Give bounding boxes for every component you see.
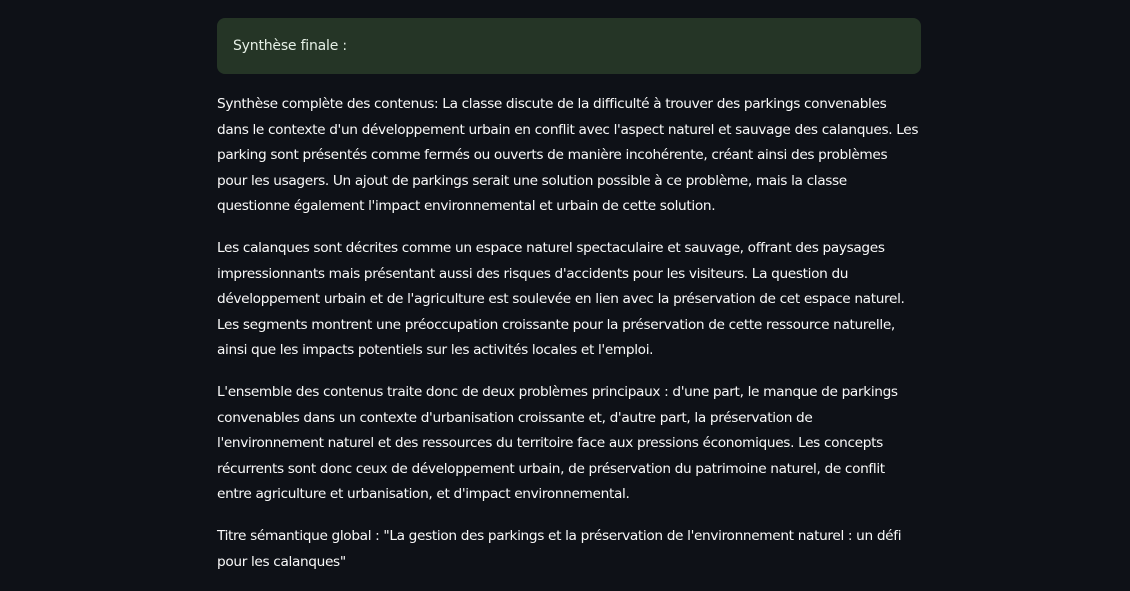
paragraph-summary: Synthèse complète des contenus: La classe discute de la difficulté à trouver des parkings convenables dans le contexte d'un développement urbain en conflit avec l'aspect naturel et sauvage des calanques. Les parking sont présentés comme fermés ou ouverts de manière incohérente, créant ainsi des problèmes pour les usagers. Un ajout de parkings serait une solution possible à ce problème, mais la classe questionne également l'impact environnemental et urbain de cette solution.	[217, 96, 919, 215]
main-content	[217, 18, 921, 591]
paragraph-conclusion: L'ensemble des contenus traite donc de deux problèmes principaux : d'une part, le manque de parkings convenables dans un contexte d'urbanisation croissante et, d'autre part, la préservation de l'environnement naturel et des ressources du territoire face aux pressions économiques. Les concepts récurrents sont donc ceux de développement urbain, de préservation du patrimoine naturel, de conflit entre agriculture et urbanisation, et d'impact environnemental.	[217, 383, 898, 503]
success-alert	[217, 18, 921, 74]
paragraph-semantic-title: Titre sémantique global : "La gestion des parkings et la préservation de l'environnement naturel : un défi pour les calanques"	[217, 527, 902, 570]
synthesis-text	[217, 92, 921, 575]
alert-title: Synthèse finale :	[233, 38, 347, 54]
paragraph-calanques: Les calanques sont décrites comme un espace naturel spectaculaire et sauvage, offrant des paysages impressionnants mais présentant aussi des risques d'accidents pour les visiteurs. La question du développement urbain et de l'agriculture est soulevée en lien avec la préservation de cet espace naturel. Les segments montrent une préoccupation croissante pour la préservation de cette ressource naturelle, ainsi que les impacts potentiels sur les activités locales et l'emploi.	[217, 239, 905, 359]
